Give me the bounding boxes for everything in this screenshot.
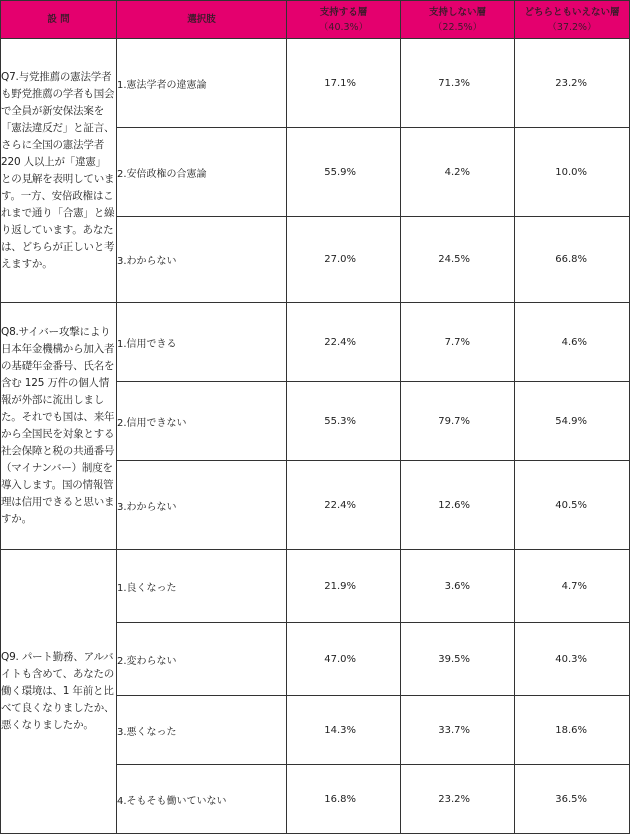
value-cell: 22.4% <box>287 461 401 550</box>
value-cell: 23.2% <box>401 765 515 834</box>
value-cell: 23.2% <box>515 39 630 128</box>
question-q9: Q9. パート勤務、アルバイトも含めて、あなたの働く環境は、1 年前と比べて良くなりましたか、悪くなりましたか。 <box>1 550 117 834</box>
header-group-a <box>287 1 401 39</box>
value-cell: 17.1% <box>287 39 401 128</box>
value-cell: 22.4% <box>287 303 401 382</box>
table-header <box>1 1 630 39</box>
table-row <box>1 550 630 623</box>
option-label: 3.わからない <box>117 461 287 550</box>
header-group-c-label: どちらともいえない層 <box>524 6 620 18</box>
value-cell: 40.3% <box>515 623 630 696</box>
value-cell: 3.6% <box>401 550 515 623</box>
option-label: 1.良くなった <box>117 550 287 623</box>
header-group-a-pct: （40.3%） <box>318 21 369 33</box>
value-cell: 18.6% <box>515 696 630 765</box>
value-cell: 33.7% <box>401 696 515 765</box>
value-cell: 14.3% <box>287 696 401 765</box>
option-label: 2.変わらない <box>117 623 287 696</box>
table-row <box>1 303 630 382</box>
value-cell: 66.8% <box>515 217 630 303</box>
header-question: 設 問 <box>1 1 117 39</box>
value-cell: 21.9% <box>287 550 401 623</box>
header-group-b-label: 支持しない層 <box>428 6 486 18</box>
option-label: 1.憲法学者の違憲論 <box>117 39 287 128</box>
value-cell: 10.0% <box>515 128 630 217</box>
value-cell: 54.9% <box>515 382 630 461</box>
header-group-a-label: 支持する層 <box>319 6 368 18</box>
option-label: 2.信用できない <box>117 382 287 461</box>
option-label: 3.悪くなった <box>117 696 287 765</box>
value-cell: 47.0% <box>287 623 401 696</box>
value-cell: 36.5% <box>515 765 630 834</box>
option-label: 2.安倍政権の合憲論 <box>117 128 287 217</box>
value-cell: 4.2% <box>401 128 515 217</box>
header-group-b <box>401 1 515 39</box>
question-q7: Q7.与党推薦の憲法学者も野党推薦の学者も国会で全員が新安保法案を「憲法違反だ」と証言、さらに全国の憲法学者 220 人以上が「違憲」との見解を表明しています。一方、安倍政権はこれまで通り「合憲」と繰り返しています。あなたは、どちらが正しいと考えますか。 <box>1 39 117 303</box>
value-cell: 40.5% <box>515 461 630 550</box>
option-label: 1.信用できる <box>117 303 287 382</box>
value-cell: 7.7% <box>401 303 515 382</box>
value-cell: 79.7% <box>401 382 515 461</box>
value-cell: 12.6% <box>401 461 515 550</box>
option-label: 4.そもそも働いていない <box>117 765 287 834</box>
value-cell: 71.3% <box>401 39 515 128</box>
value-cell: 39.5% <box>401 623 515 696</box>
header-group-c <box>515 1 630 39</box>
value-cell: 16.8% <box>287 765 401 834</box>
header-group-c-pct: （37.2%） <box>547 21 597 33</box>
value-cell: 4.7% <box>515 550 630 623</box>
table-row <box>1 39 630 128</box>
option-label: 3.わからない <box>117 217 287 303</box>
header-options: 選択肢 <box>117 1 287 39</box>
value-cell: 55.9% <box>287 128 401 217</box>
value-cell: 24.5% <box>401 217 515 303</box>
value-cell: 27.0% <box>287 217 401 303</box>
header-group-b-pct: （22.5%） <box>432 21 483 33</box>
question-q8: Q8.サイバー攻撃により日本年金機構から加入者の基礎年金番号、氏名を含む 125 万件の個人情報が外部に流出しました。それでも国は、来年から全国民を対象とする社会保障と税の共通番号（マイナンバー）制度を導入します。国の情報管理は信用できると思いますか。 <box>1 303 117 550</box>
value-cell: 55.3% <box>287 382 401 461</box>
value-cell: 4.6% <box>515 303 630 382</box>
